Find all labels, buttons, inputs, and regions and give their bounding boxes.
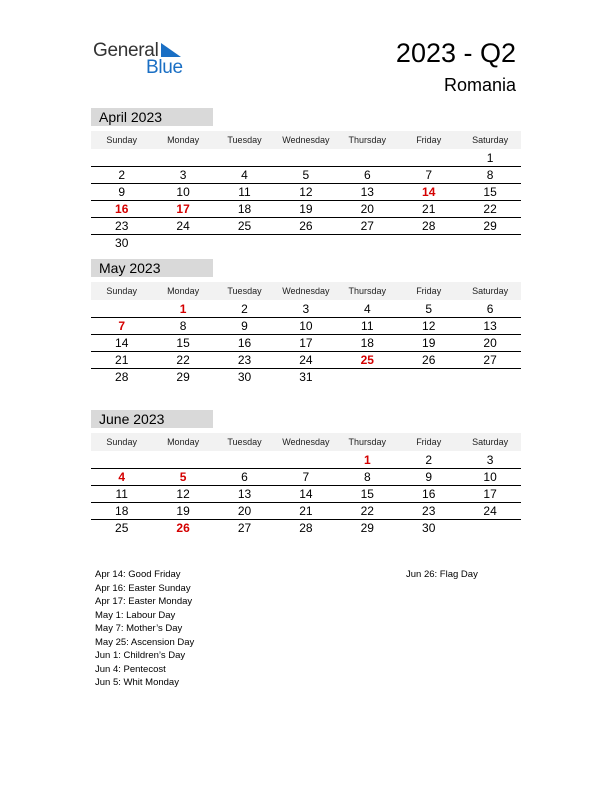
weekday-label: Saturday — [472, 437, 509, 447]
day-cell: 30 — [237, 370, 252, 384]
day-cell: 2 — [425, 453, 433, 467]
day-cell: 11 — [361, 319, 374, 333]
day-cell: 21 — [299, 504, 313, 518]
day-cell: 12 — [422, 319, 436, 333]
weekday-label: Friday — [416, 286, 442, 296]
day-cell: 8 — [486, 168, 494, 182]
day-cell: 30 — [422, 521, 436, 535]
day-cell: 18 — [237, 202, 252, 216]
weekday-label: Friday — [416, 437, 442, 447]
weekday-label: Tuesday — [227, 135, 262, 145]
day-cell: 1 — [179, 302, 187, 316]
week-row — [91, 486, 521, 503]
day-cell: 22 — [483, 202, 497, 216]
day-cell: 3 — [179, 168, 187, 182]
day-cell: 12 — [299, 185, 313, 199]
weekday-label: Sunday — [106, 135, 137, 145]
day-cell: 12 — [176, 487, 190, 501]
day-cell: 4 — [241, 168, 248, 182]
day-cell: 6 — [241, 470, 248, 484]
day-cell: 19 — [299, 202, 313, 216]
month-title: May 2023 — [91, 259, 213, 277]
holiday-entry: Apr 16: Easter Sunday — [95, 582, 191, 594]
day-cell: 9 — [118, 185, 126, 199]
week-row — [91, 335, 521, 352]
weekday-label: Thursday — [348, 135, 387, 145]
day-cell: 20 — [360, 202, 374, 216]
day-cell: 30 — [115, 236, 129, 250]
weekday-label: Saturday — [472, 135, 509, 145]
day-cell: 26 — [299, 219, 313, 233]
week-row — [91, 150, 521, 167]
weekday-label: Thursday — [348, 286, 387, 296]
day-cell: 10 — [176, 185, 190, 199]
day-cell: 5 — [179, 470, 187, 484]
day-cell: 31 — [299, 370, 313, 384]
day-cell: 18 — [115, 504, 129, 518]
day-cell: 28 — [422, 219, 436, 233]
week-row — [91, 503, 521, 520]
day-cell: 17 — [483, 487, 497, 501]
weekday-label: Monday — [167, 286, 200, 296]
day-cell: 20 — [237, 504, 252, 518]
day-cell: 27 — [237, 521, 252, 535]
day-cell: 13 — [483, 319, 497, 333]
weekday-label: Monday — [167, 437, 200, 447]
logo-triangle-icon — [161, 43, 183, 61]
day-cell: 6 — [363, 168, 371, 182]
day-cell: 2 — [118, 168, 126, 182]
weekday-label: Wednesday — [282, 286, 330, 296]
day-cell: 20 — [483, 336, 497, 350]
week-row — [91, 235, 521, 251]
holiday-entry: Jun 5: Whit Monday — [95, 677, 179, 688]
day-cell: 1 — [363, 453, 371, 467]
weekday-label: Tuesday — [227, 286, 262, 296]
day-cell: 28 — [299, 521, 313, 535]
holiday-list-left — [95, 568, 194, 690]
day-cell: 13 — [360, 185, 374, 199]
day-cell: 27 — [360, 219, 374, 233]
day-cell: 14 — [115, 336, 129, 350]
logo — [93, 40, 193, 80]
week-row — [91, 452, 521, 469]
holiday-entry: Apr 17: Easter Monday — [95, 596, 193, 607]
day-cell: 15 — [360, 487, 374, 501]
week-row — [91, 301, 521, 318]
day-cell: 4 — [118, 470, 126, 484]
logo-blue-text: Blue — [146, 57, 183, 78]
month-title: April 2023 — [91, 108, 213, 126]
day-cell: 3 — [302, 302, 310, 316]
day-cell: 26 — [422, 353, 436, 367]
day-cell: 19 — [176, 504, 190, 518]
logo-general-text: General — [93, 40, 159, 61]
day-cell: 24 — [483, 504, 497, 518]
weekday-label: Sunday — [106, 437, 137, 447]
day-cell: 16 — [237, 336, 252, 350]
day-cell: 13 — [237, 487, 252, 501]
weekday-label: Thursday — [348, 437, 387, 447]
weekday-label: Wednesday — [282, 135, 330, 145]
day-cell: 23 — [115, 219, 129, 233]
holiday-entry: Jun 1: Children’s Day — [95, 650, 186, 661]
holiday-entry: Jun 4: Pentecost — [95, 663, 166, 675]
week-row — [91, 218, 521, 235]
day-cell: 8 — [179, 319, 187, 333]
day-cell: 3 — [486, 453, 494, 467]
day-cell: 26 — [176, 521, 190, 535]
day-cell: 21 — [422, 202, 436, 216]
week-row — [91, 318, 521, 335]
day-cell: 22 — [176, 353, 190, 367]
holiday-entry: Apr 14: Good Friday — [95, 569, 181, 580]
day-cell: 11 — [115, 487, 128, 501]
day-cell: 25 — [360, 353, 374, 367]
holiday-list-right — [406, 568, 478, 582]
day-cell: 7 — [118, 319, 126, 333]
weekday-label: Sunday — [106, 286, 137, 296]
holiday-entry: Jun 26: Flag Day — [406, 569, 478, 580]
day-cell: 19 — [422, 336, 436, 350]
day-cell: 11 — [238, 185, 251, 199]
day-cell: 22 — [360, 504, 374, 518]
day-cell: 29 — [176, 370, 190, 384]
day-cell: 23 — [237, 353, 252, 367]
weekday-label: Wednesday — [282, 437, 330, 447]
day-cell: 16 — [422, 487, 436, 501]
holiday-entry: May 1: Labour Day — [95, 609, 176, 621]
week-row — [91, 201, 521, 218]
day-cell: 1 — [486, 151, 494, 165]
day-cell: 15 — [176, 336, 190, 350]
day-cell: 16 — [115, 202, 129, 216]
day-cell: 24 — [299, 353, 313, 367]
day-cell: 18 — [360, 336, 374, 350]
country-name: Romania — [443, 75, 516, 95]
day-cell: 21 — [115, 353, 129, 367]
week-row — [91, 369, 521, 385]
weekday-header-row — [91, 282, 521, 300]
page-title: 2023 - Q2 — [395, 38, 516, 68]
day-cell: 7 — [302, 470, 310, 484]
day-cell: 6 — [486, 302, 494, 316]
day-cell: 28 — [115, 370, 129, 384]
day-cell: 9 — [425, 470, 433, 484]
day-cell: 10 — [299, 319, 313, 333]
weekday-label: Saturday — [472, 286, 509, 296]
day-cell: 29 — [360, 521, 374, 535]
day-cell: 25 — [115, 521, 129, 535]
day-cell: 10 — [483, 470, 497, 484]
weekday-label: Monday — [167, 135, 200, 145]
day-cell: 25 — [237, 219, 252, 233]
day-cell: 5 — [425, 302, 433, 316]
day-cell: 29 — [483, 219, 497, 233]
day-cell: 7 — [425, 168, 433, 182]
week-row — [91, 184, 521, 201]
weekday-header-row — [91, 131, 521, 149]
day-cell: 15 — [483, 185, 497, 199]
holiday-entry: May 7: Mother’s Day — [95, 623, 183, 634]
day-cell: 2 — [241, 302, 248, 316]
weekday-label: Friday — [416, 135, 442, 145]
day-cell: 17 — [299, 336, 313, 350]
week-row — [91, 167, 521, 184]
week-row — [91, 352, 521, 369]
day-cell: 14 — [299, 487, 313, 501]
day-cell: 14 — [422, 185, 436, 199]
week-row — [91, 469, 521, 486]
day-cell: 17 — [176, 202, 190, 216]
day-cell: 4 — [363, 302, 371, 316]
month-title: June 2023 — [91, 410, 213, 428]
day-cell: 9 — [241, 319, 248, 333]
weekday-header-row — [91, 433, 521, 451]
day-cell: 27 — [483, 353, 497, 367]
day-cell: 8 — [363, 470, 371, 484]
weekday-label: Tuesday — [227, 437, 262, 447]
day-cell: 24 — [176, 219, 190, 233]
day-cell: 23 — [422, 504, 436, 518]
holiday-entry: May 25: Ascension Day — [95, 636, 195, 648]
day-cell: 5 — [302, 168, 310, 182]
week-row — [91, 520, 521, 536]
